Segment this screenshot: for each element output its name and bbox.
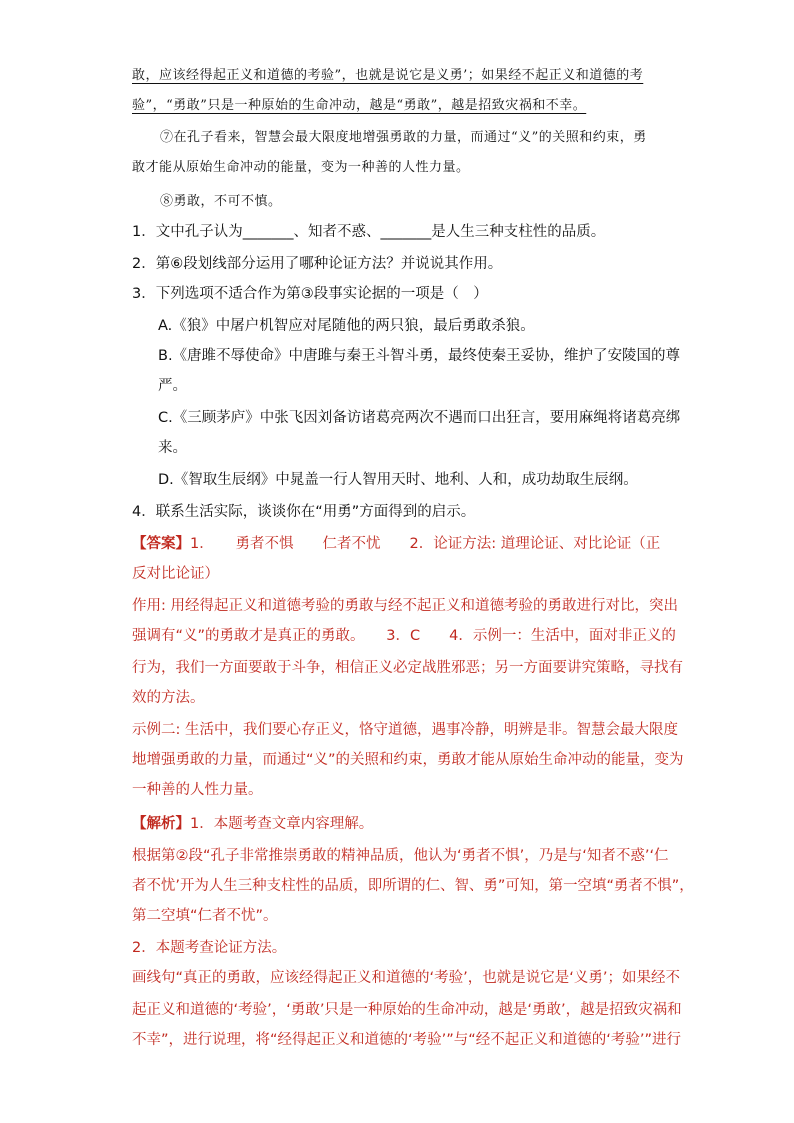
answer-line-6: 效的方法。 [132, 690, 205, 706]
passage-underlined-line-1: 敢，应该经得起正义和道德的考验”，也就是说它是义勇’；如果经不起正义和道德的考 [132, 68, 644, 83]
analysis-line-8: 不幸”，进行说理，将“经得起正义和道德的‘考验’”与“经不起正义和道德的‘考验’”进行 [132, 1032, 681, 1048]
passage-paragraph-8: ⑧勇敢，不可不慎。 [160, 194, 282, 209]
passage-paragraph-7-line-1: ⑦在孔子看来，智慧会最大限度地增强勇敢的力量，而通过“义”的关照和约束，勇 [160, 130, 647, 145]
question-1: 1．文中孔子认为_______、知者不惑、_______是人生三种支柱性的品质。 [132, 224, 606, 240]
analysis-line-5: 2．本题考查论证方法。 [132, 940, 287, 956]
answer-line-4: 强调有“义”的勇敢才是真正的勇敢。 3．C 4．示例一：生活中，面对非正义的 [132, 628, 676, 644]
question-2: 2．第⑥段划线部分运用了哪种论证方法？并说说其作用。 [132, 256, 503, 272]
answer-line-1 [132, 534, 660, 554]
question-3-option-b-line-2: 严。 [158, 378, 187, 394]
answer-line-2: 反对比论证） [132, 566, 219, 582]
passage-underlined-line-2: 验”，“勇敢”只是一种原始的生命冲动，越是“勇敢”，越是招致灾祸和不幸。 [132, 98, 587, 113]
analysis-tag: 【解析】 [132, 816, 190, 832]
answer-line-8: 地增强勇敢的力量，而通过“义”的关照和约束，勇敢才能从原始生命冲动的能量，变为 [132, 752, 684, 768]
passage-paragraph-7-line-2: 敢才能从原始生命冲动的能量，变为一种善的人性力量。 [132, 160, 470, 175]
question-3-option-d: D.《智取生辰纲》中晁盖一行人智用天时、地利、人和，成功劫取生辰纲。 [158, 472, 638, 488]
question-4: 4．联系生活实际，谈谈你在“用勇”方面得到的启示。 [132, 504, 476, 520]
analysis-line-3: 者不忧’开为人生三种支柱性的品质，即所谓的仁、智、勇”可知，第一空填“勇者不惧”， [132, 878, 694, 894]
analysis-line-4: 第二空填“仁者不忧”。 [132, 908, 278, 924]
analysis-line-2: 根据第②段“孔子非常推崇勇敢的精神品质，他认为‘勇者不惧’，乃是与‘知者不惑’‘仁 [132, 848, 669, 864]
question-3-option-b-line-1: B.《唐雎不辱使命》中唐雎与秦王斗智斗勇，最终使秦王妥协，维护了安陵国的尊 [158, 348, 681, 364]
answer-line-5: 行为，我们一方面要敢于斗争，相信正义必定战胜邪恶；另一方面要讲究策略，寻找有 [132, 660, 683, 676]
analysis-text-1: 1．本题考查文章内容理解。 [190, 816, 374, 832]
answer-line-9: 一种善的人性力量。 [132, 782, 263, 798]
question-3-option-c-line-2: 来。 [158, 440, 187, 456]
question-3-option-c-line-1: C.《三顾茅庐》中张飞因刘备访诸葛亮两次不遇而口出狂言，要用麻绳将诸葛亮绑 [158, 410, 681, 426]
answer-tag: 【答案】 [132, 536, 190, 552]
analysis-line-6: 画线句“真正的勇敢，应该经得起正义和道德的‘考验’，也就是说它是‘义勇’；如果经不 [132, 970, 680, 986]
analysis-line-1 [132, 814, 373, 834]
analysis-line-7: 起正义和道德的‘考验’，‘勇敢’只是一种原始的生命冲动，越是‘勇敢’，越是招致灾祸和 [132, 1002, 682, 1018]
answer-text-1: 1． 勇者不惧 仁者不忧 2．论证方法: 道理论证、对比论证（正 [190, 536, 661, 552]
answer-line-3: 作用: 用经得起正义和道德考验的勇敢与经不起正义和道德考验的勇敢进行对比，突出 [132, 598, 678, 614]
question-3: 3．下列选项不适合作为第③段事实论据的一项是（ ） [132, 286, 488, 302]
answer-line-7: 示例二: 生活中，我们要心存正义，恪守道德，遇事冷静，明辨是非。智慧会最大限度 [132, 722, 678, 738]
question-3-option-a: A.《狼》中屠户机智应对尾随他的两只狼，最后勇敢杀狼。 [158, 318, 535, 334]
